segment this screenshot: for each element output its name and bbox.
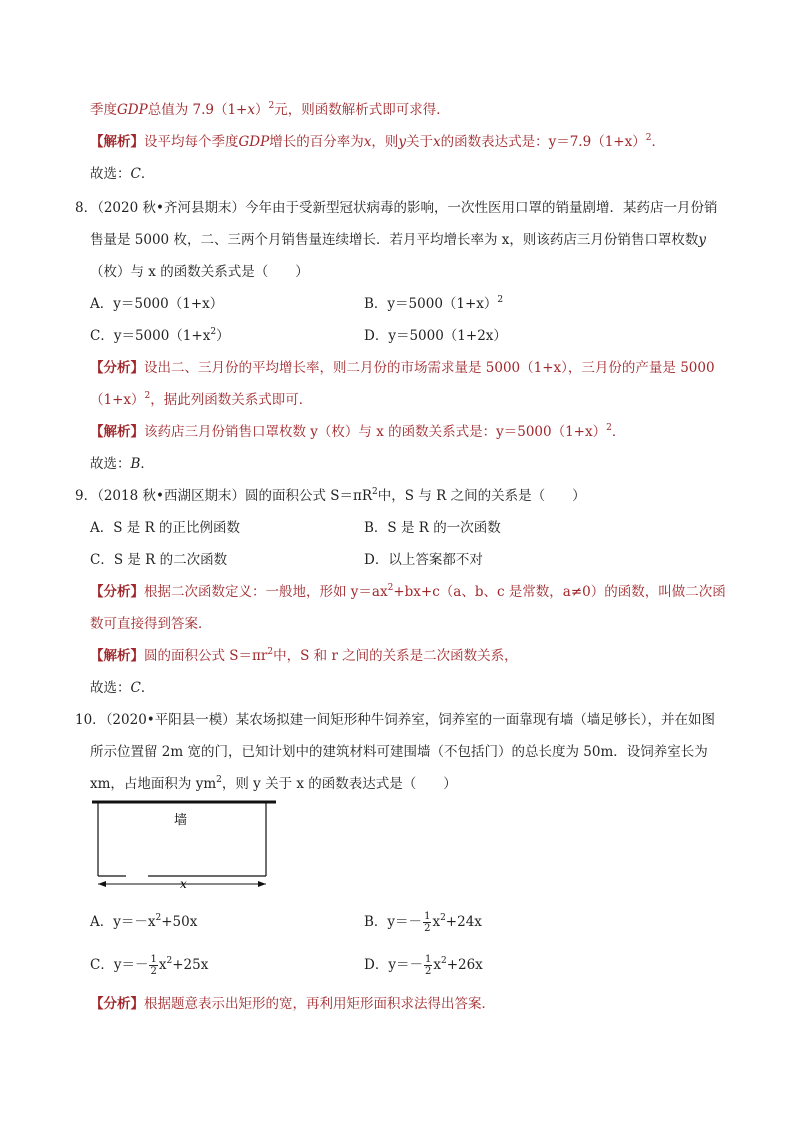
x-label: x xyxy=(180,877,187,891)
q10-figure xyxy=(90,796,280,896)
q8-analysis-line2: $(1+x)^2$，据此列函数关系式即可． xyxy=(90,391,313,408)
q10-analysis: 【分析】根据题意表示出矩形的宽，再利用矩形面积求法得出答案． xyxy=(90,996,495,1012)
q10-option-d: D．y＝－ $\frac{1}{2}$ $x^2+26x$ xyxy=(364,954,483,977)
q8-stem-line3: （枚）与 x 的函数关系式是（ ） xyxy=(90,264,309,280)
q9-stem: 9．（2018 秋•西湖区期末）圆的面积公式 $S=\pi R^2$中，S 与 R 之间的关系是（ ） xyxy=(75,487,586,504)
q8-option-b: B．$y=5000(1+x)^2$ xyxy=(364,295,504,312)
q8-option-d: D．y＝5000（1+2x） xyxy=(364,328,507,344)
q8-option-a: A．y＝5000（1+x） xyxy=(90,296,224,312)
q9-option-d: D．以上答案都不对 xyxy=(364,552,483,568)
q10-stem-line1: 10．（2020•平阳县一模）某农场拟建一间矩形种牛饲养室，饲养室的一面靠现有墙（墙足够长），并在如图 xyxy=(75,712,716,728)
q9-option-c: C．S 是 R 的二次函数 xyxy=(90,552,228,568)
q8-solution: 【解析】该药店三月份销售口罩枚数 y（枚）与 x 的函数关系式是：$y=5000(1+x)^2$． xyxy=(90,423,626,440)
dimension-arrow-left xyxy=(98,881,106,887)
q8-stem-line1: 8．（2020 秋•齐河县期末）今年由于受新型冠状病毒的影响，一次性医用口罩的销量剧增．某药店一月份销 xyxy=(75,200,718,216)
q10-option-c: C．y＝－ $\frac{1}{2}$ $x^2+25x$ xyxy=(90,954,209,977)
q9-answer: 故选：C． xyxy=(90,680,155,696)
q8-answer: 故选：B． xyxy=(90,456,154,472)
fraction: $\frac{1}{2}$ xyxy=(424,911,431,934)
q10-stem-line2: 所示位置留 2m 宽的门，已知计划中的建筑材料可建围墙（不包括门）的总长度为 50m．设饲养室长为 xyxy=(90,744,708,760)
q10-option-b: B．y＝－ $\frac{1}{2}$ $x^2+24x$ xyxy=(364,911,482,934)
q8-analysis-line1: 【分析】设出二、三月份的平均增长率，则二月份的市场需求量是 5000（1+x），三月份的产量是 5000 xyxy=(90,360,715,376)
q10-option-a: A．$y=-x^2+50x$ xyxy=(90,913,198,930)
q7-analysis-tail: 季度GDP总值为 $7.9(1+x)^2$元，则函数解析式即可求得． xyxy=(90,101,450,118)
fraction: $\frac{1}{2}$ xyxy=(424,954,432,977)
q9-analysis-line2: 数可直接得到答案． xyxy=(90,616,212,632)
fraction: $\frac{1}{2}$ xyxy=(150,954,157,977)
q7-answer: 故选：C． xyxy=(90,166,155,182)
q8-stem-line2: 售量是 5000 枚，二、三两个月销售量连续增长．若月平均增长率为 x，则该药店三月份销售口罩枚数y xyxy=(90,232,706,248)
q9-option-a: A．S 是 R 的正比例函数 xyxy=(90,520,241,536)
wall-label: 墙 xyxy=(174,813,188,828)
q7-solution: 【解析】设平均每个季度GDP增长的百分率为x，则y关于x的函数表达式是：$y=7.9(1+x)^2$． xyxy=(90,133,665,150)
q9-option-b: B．S 是 R 的一次函数 xyxy=(364,520,501,536)
dimension-arrow-right xyxy=(258,881,266,887)
q8-option-c: C．$y=5000(1+x^2)$ xyxy=(90,327,230,344)
q9-analysis-line1: 【分析】根据二次函数定义：一般地，形如 $y=ax^2+bx+c(a$、b、c 是常数，a≠0）的函数，叫做二次函 xyxy=(90,583,726,600)
q10-stem-line3: xm，占地面积为 $ym^2$，则 y 关于 x 的函数表达式是（ ） xyxy=(90,775,457,792)
q9-solution: 【解析】圆的面积公式 $S=\pi r^2$中，S 和 r 之间的关系是二次函数关系， xyxy=(90,647,518,664)
